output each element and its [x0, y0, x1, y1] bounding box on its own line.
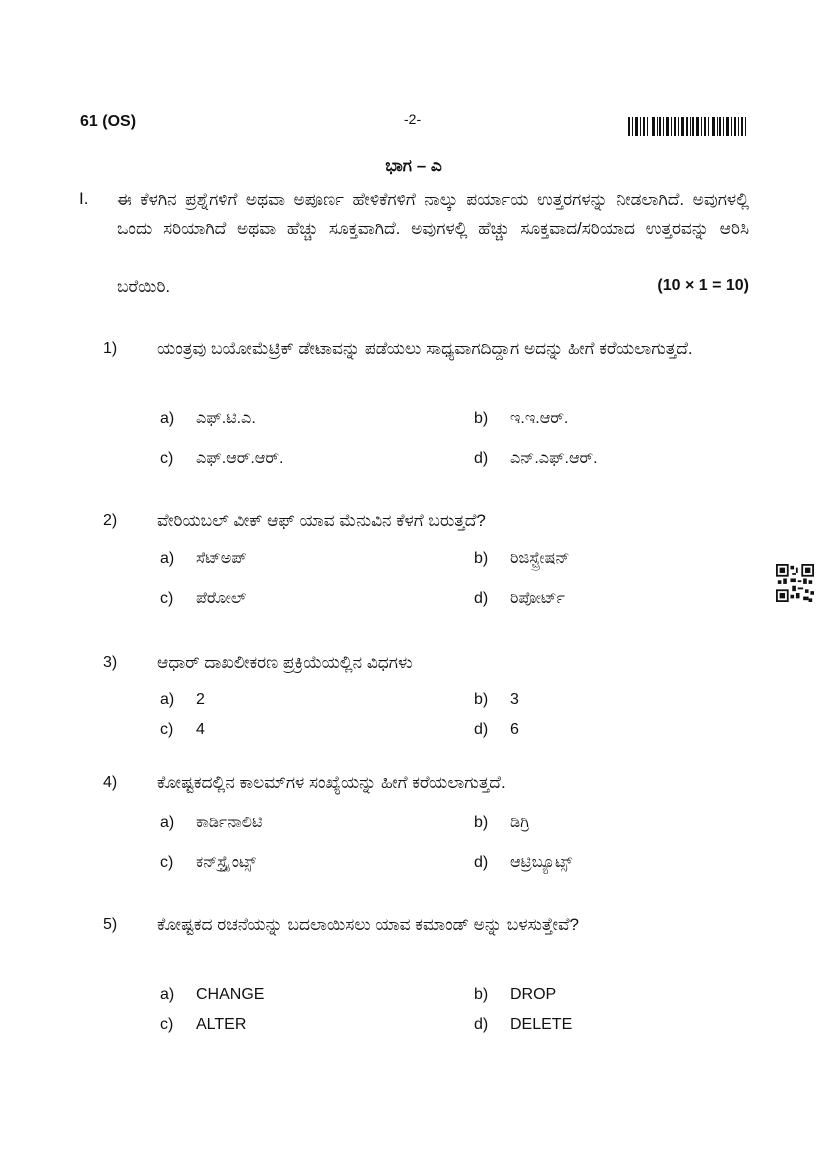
option-key: d) — [474, 854, 489, 871]
option-text: ಎಫ್.ಆರ್.ಆರ್. — [196, 450, 284, 467]
instruction-last-text: ಬರೆಯಿರಿ. — [117, 277, 171, 296]
option-key: c) — [160, 1016, 174, 1033]
option-key: b) — [474, 814, 489, 831]
paper-code: 61 (OS) — [80, 113, 137, 130]
option-a — [160, 410, 256, 428]
option-text: ಪೆರೋಲ್ — [196, 590, 247, 607]
option-c — [160, 1016, 246, 1034]
option-b — [474, 410, 568, 428]
option-a — [160, 814, 262, 832]
option-d — [474, 854, 572, 872]
option-a — [160, 691, 205, 709]
option-key: a) — [160, 550, 175, 567]
option-key: d) — [474, 721, 489, 738]
instruction-text: ಈ ಕೆಳಗಿನ ಪ್ರಶ್ನೆಗಳಿಗೆ ಅಥವಾ ಅಪೂರ್ಣ ಹೇಳಿಕೆಗಳಿಗೆ ನಾಲ್ಕು ಪರ್ಯಾಯ ಉತ್ತರಗಳನ್ನು ನೀಡಲಾಗಿದೆ. ಅವುಗಳಲ್ಲಿ ಒಂದು ಸರಿಯಾಗಿದೆ ಅಥವಾ ಹೆಚ್ಚು ಸೂಕ್ತವಾಗಿದೆ. ಅವುಗಳಲ್ಲಿ ಹೆಚ್ಚು ಸೂಕ್ತವಾದ/ಸರಿಯಾದ ಉತ್ತರವನ್ನು ಆರಿಸಿ — [117, 190, 749, 238]
question-text: ಯಂತ್ರವು ಬಯೋಮೆಟ್ರಿಕ್ ಡೇಟಾವನ್ನು ಪಡೆಯಲು ಸಾಧ್ಯವಾಗದಿದ್ದಾಗ ಅದನ್ನು ಹೀಗೆ ಕರೆಯಲಾಗುತ್ತದೆ. — [157, 339, 693, 358]
option-a — [160, 550, 247, 568]
question-text: ಆಧಾರ್ ದಾಖಲೀಕರಣ ಪ್ರಕ್ರಿಯೆಯಲ್ಲಿನ ವಿಧಗಳು — [157, 653, 413, 672]
option-text: ಆಟ್ರಿಬ್ಯೂಟ್ಸ್ — [510, 854, 573, 871]
option-text: ಕಾರ್ಡಿನಾಲಿಟಿ — [196, 814, 263, 831]
part-title: ಭಾಗ – ಎ — [385, 156, 442, 175]
option-b — [474, 986, 556, 1004]
option-key: c) — [160, 721, 174, 738]
section-number: I. — [79, 189, 89, 208]
option-key: d) — [474, 590, 489, 607]
question-number: 2) — [103, 512, 118, 529]
option-text: ಎನ್.ಎಫ್.ಆರ್. — [510, 450, 598, 467]
question-text: ವೇರಿಯಬಲ್ ವೀಕ್ ಆಫ್ ಯಾವ ಮೆನುವಿನ ಕೆಳಗೆ ಬರುತ್ತದೆ? — [157, 511, 486, 530]
question-number: 1) — [103, 340, 118, 357]
option-text: ಇ.ಇ.ಆರ್. — [510, 410, 569, 427]
option-key: b) — [474, 691, 489, 708]
option-text: ಕನ್‌ಸ್ಟ್ರೈಂಟ್ಸ್ — [196, 854, 257, 871]
option-d — [474, 590, 565, 608]
question-number: 4) — [103, 774, 118, 791]
option-text: ಡಿಗ್ರಿ — [510, 814, 530, 831]
question-text: ಕೋಷ್ಟಕದ ರಚನೆಯನ್ನು ಬದಲಾಯಿಸಲು ಯಾವ ಕಮಾಂಡ್ ಅನ್ನು ಬಳಸುತ್ತೇವೆ? — [157, 915, 580, 934]
option-c — [160, 854, 256, 872]
option-text: ಸೆಟ್‌ಅಪ್ — [196, 550, 247, 567]
option-text: CHANGE — [196, 986, 265, 1003]
option-key: d) — [474, 1016, 489, 1033]
option-text: 4 — [196, 721, 205, 738]
option-text: DELETE — [510, 1016, 573, 1033]
barcode — [628, 117, 746, 136]
question-number: 3) — [103, 654, 118, 671]
option-d — [474, 1016, 572, 1034]
option-a — [160, 986, 264, 1004]
option-key: b) — [474, 550, 489, 567]
option-key: a) — [160, 986, 175, 1003]
question-number: 5) — [103, 916, 118, 933]
question-text: ಕೋಷ್ಟಕದಲ್ಲಿನ ಕಾಲಮ್‌ಗಳ ಸಂಖ್ಯೆಯನ್ನು ಹೀಗೆ ಕರೆಯಲಾಗುತ್ತದೆ. — [157, 773, 506, 792]
option-c — [160, 721, 205, 739]
option-key: a) — [160, 410, 175, 427]
instruction-last-line — [117, 272, 749, 301]
option-text: ರಿಪೋರ್ಟ್ — [510, 590, 565, 607]
option-d — [474, 450, 598, 468]
option-text: ALTER — [196, 1016, 247, 1033]
option-b — [474, 814, 530, 832]
option-text: ರಿಜಿಸ್ಟ್ರೇಷನ್ — [510, 550, 570, 567]
option-key: a) — [160, 691, 175, 708]
page-number: -2- — [404, 111, 422, 127]
option-text: 6 — [510, 721, 519, 738]
option-b — [474, 691, 519, 709]
option-text: DROP — [510, 986, 557, 1003]
option-key: b) — [474, 410, 489, 427]
option-key: b) — [474, 986, 489, 1003]
option-c — [160, 450, 283, 468]
option-b — [474, 550, 570, 568]
option-text: ಎಫ್.ಟಿ.ಎ. — [196, 410, 256, 427]
option-key: c) — [160, 590, 174, 607]
option-key: a) — [160, 814, 175, 831]
option-key: c) — [160, 450, 174, 467]
option-text: 3 — [510, 691, 519, 708]
option-c — [160, 590, 246, 608]
marks-allocation: (10 × 1 = 10) — [657, 277, 749, 294]
option-key: d) — [474, 450, 489, 467]
option-d — [474, 721, 519, 739]
option-text: 2 — [196, 691, 205, 708]
qr-code — [776, 564, 814, 602]
option-key: c) — [160, 854, 174, 871]
